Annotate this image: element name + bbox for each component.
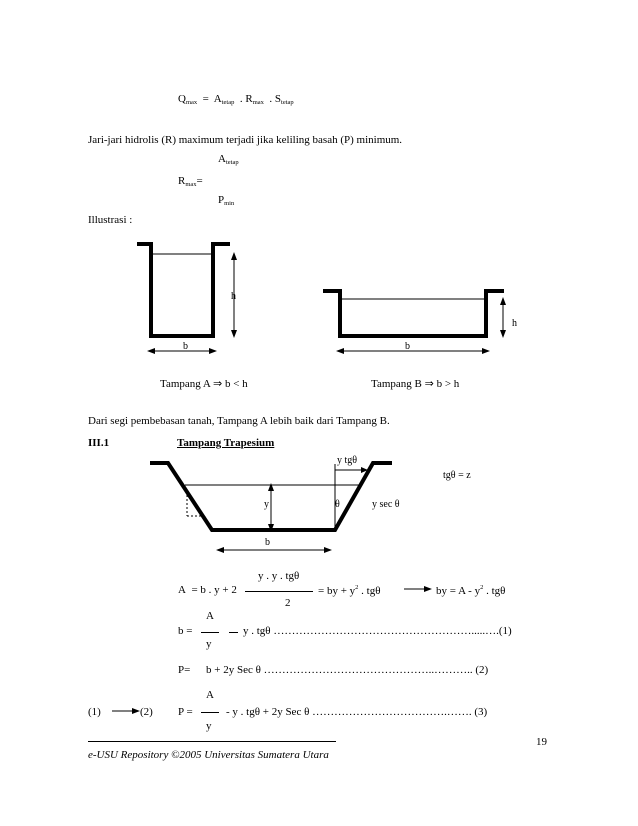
a-symbol: A: [213, 93, 222, 105]
ysec-label: y sec θ: [372, 499, 400, 510]
eqB-rest: y . tgθ ……………………………………………….....….(1): [243, 625, 512, 637]
rmax-denominator: $P_{min}$: [218, 194, 235, 207]
eqA-right: = by + $y^2$ . tgθ: [318, 584, 381, 597]
b-label: b: [265, 537, 270, 548]
r-symbol: R: [245, 93, 253, 105]
page-number: 19: [536, 736, 547, 748]
eqA-numerator: y . y . tgθ: [258, 570, 300, 582]
eqA-denominator: 2: [285, 597, 291, 609]
q-symbol: Q: [178, 93, 186, 105]
y-label: y: [264, 499, 269, 510]
a-subscript: tetap: [221, 99, 235, 106]
tampang-b-h-label: h: [512, 318, 517, 329]
tg-equals-z: tgθ = z: [443, 470, 471, 481]
z-label: z: [203, 514, 207, 522]
tampang-a-h-label: h: [231, 291, 236, 302]
ytg-label: y tgθ: [337, 455, 358, 466]
eqP3-numerator: A: [206, 689, 214, 701]
tampang-b-b-label: b: [405, 341, 410, 352]
eqP3-ref1: (1): [88, 706, 101, 718]
paragraph-hydraulic-radius: Jari-jari hidrolis (R) maximum terjadi jika keliling basah (P) minimum.: [88, 134, 403, 146]
tampang-a-b-label: b: [183, 341, 188, 352]
eqP-lhs: P=: [178, 664, 191, 676]
eqB-numerator: A: [206, 610, 214, 622]
eqP3-lhs: P =: [178, 706, 193, 718]
q-subscript: max: [185, 99, 198, 106]
eqA-by: by = A - $y^2$ . tgθ: [436, 584, 506, 597]
equals: =: [202, 93, 209, 105]
eqB-denominator: y: [206, 638, 212, 650]
footer-rule: [88, 741, 336, 742]
caption-tampang-a: Tampang A ⇒ b < h: [160, 378, 248, 390]
rmax-numerator: $A_{tetap}$: [218, 153, 239, 166]
section-title: Tampang Trapesium: [177, 437, 275, 449]
section-number: III.1: [88, 437, 110, 449]
rmax-lhs: $R_{max}=$: [178, 175, 203, 188]
caption-tampang-b: Tampang B ⇒ b > h: [371, 378, 460, 390]
eqP3-fraction-line: [201, 712, 219, 713]
footer-text: e-USU Repository ©2005 Universitas Sumatera Utara: [88, 749, 329, 761]
eqP3-ref2: (2): [140, 706, 153, 718]
eqA-main: A = b . y + 2: [178, 584, 237, 596]
eqP3-denominator: y: [206, 720, 212, 732]
r-subscript: max: [252, 99, 264, 106]
s-subscript: tetap: [281, 99, 294, 106]
dot: .: [269, 93, 273, 105]
eqB-lhs: b =: [178, 625, 193, 637]
dot: .: [239, 93, 243, 105]
s-symbol: S: [274, 93, 282, 105]
eqP3-rest: - y . tgθ + 2y Sec θ ……………………………….……. (3): [226, 706, 488, 718]
illustrasi-label: Illustrasi :: [88, 214, 133, 226]
paragraph-land-acquisition: Dari segi pembebasan tanah, Tampang A lebih baik dari Tampang B.: [88, 415, 390, 427]
eqP-rest: b + 2y Sec θ ………………………………………..……….. (2): [206, 664, 489, 676]
theta-label: θ: [335, 499, 340, 510]
